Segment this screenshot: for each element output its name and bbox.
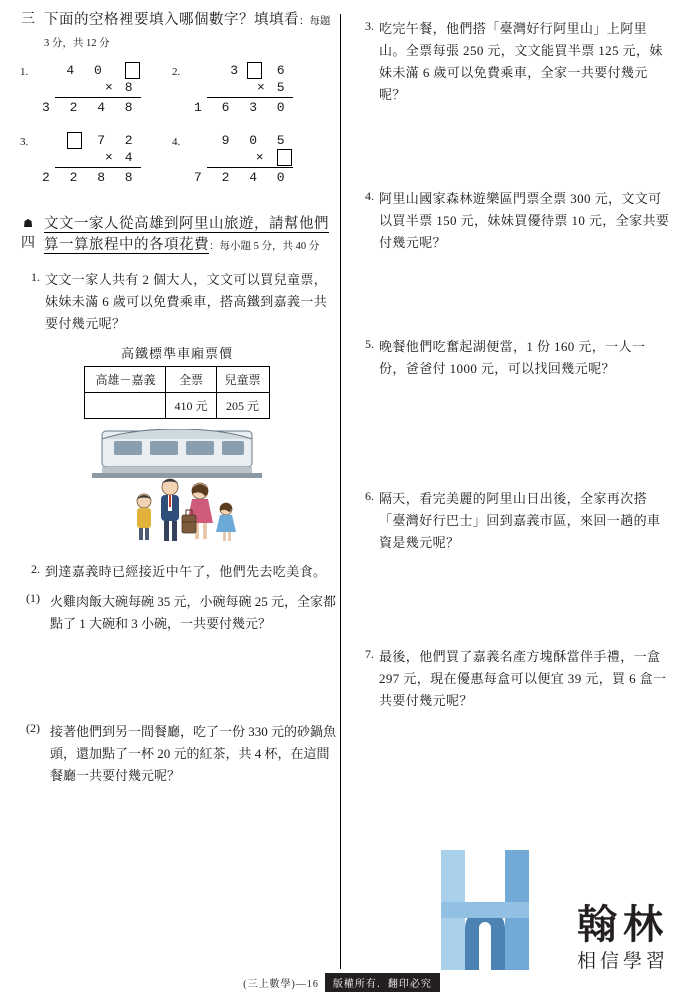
section-three-marker: 三 — [21, 12, 35, 27]
arith-problem-2: 2. 3 6 × 5 1 6 3 0 — [172, 63, 291, 115]
arith-operator: × — [256, 80, 265, 95]
arith-answer: 1 6 3 0 — [194, 100, 291, 115]
arith-problem-3: 3. 7 2 × 4 2 2 8 8 — [20, 133, 139, 185]
arith-answer: 3 2 4 8 — [42, 100, 139, 115]
illustration-svg — [62, 429, 292, 549]
sub-question-item — [18, 721, 336, 787]
question-text: 最後，他們買了嘉義名產方塊酥當伴手禮，一盒 297 元，現在優惠每盒可以便宜 39 元，買 6 盒一共要付幾元呢？ — [379, 649, 667, 708]
question-item — [352, 188, 670, 254]
section-three-title: 下面的空格裡要填入哪個數字？填填看 — [44, 12, 299, 28]
blank-box[interactable] — [125, 62, 140, 79]
copyright-badge: 版權所有．翻印必究 — [325, 973, 440, 992]
section-four-marker-label: 四 — [21, 236, 35, 251]
question-text: 阿里山國家森林遊樂區門票全票 300 元，文文可以買半票 150 元，妹妹買優待票 10 元，全家共要付幾元呢？ — [379, 191, 670, 250]
blank-box[interactable] — [277, 149, 292, 166]
question-item — [18, 561, 336, 583]
question-item — [352, 336, 670, 380]
house-icon: ☗ — [23, 218, 33, 230]
section-four-title: 文文一家人從高雄到阿里山旅遊，請幫他們算一算旅程中的各項花費 — [44, 216, 329, 253]
question-number: 4. — [365, 189, 374, 203]
arith-multiplier: 4 — [124, 150, 139, 165]
logo-svg — [437, 850, 533, 970]
arith-number: 4. — [172, 136, 181, 148]
section-four-heading — [18, 214, 336, 257]
sub-question-number: (2) — [26, 721, 40, 735]
question-number: 5. — [365, 337, 374, 351]
fare-row-spacer — [85, 393, 166, 419]
column-divider — [340, 14, 341, 969]
blank-box[interactable] — [247, 62, 262, 79]
section-three-heading — [18, 10, 336, 54]
arith-number: 2. — [172, 66, 181, 78]
fare-header-child: 兒童票 — [216, 367, 269, 393]
question-text: 晚餐他們吃奮起湖便當，1 份 160 元，一人一份，爸爸付 1000 元，可以找回幾元呢？ — [379, 339, 646, 376]
question-number: 2. — [31, 562, 40, 576]
page-label: (三上數學)—16 — [243, 979, 319, 990]
question-number: 7. — [365, 647, 374, 661]
question-number: 3. — [365, 19, 374, 33]
question-item — [352, 646, 670, 712]
question-text: 隔天，看完美麗的阿里山日出後，全家再次搭「臺灣好行巴士」回到嘉義市區，來回一趟的車資是幾元呢？ — [379, 491, 661, 550]
sub-question-item — [18, 591, 336, 635]
arith-multiplier: 5 — [276, 80, 291, 95]
question-item — [352, 18, 670, 106]
question-text: 文文一家人共有 2 個大人，文文可以買兒童票，妹妹未滿 6 歲可以免費乘車，搭高鐵到嘉義一共要付幾元呢？ — [45, 272, 328, 331]
fare-header-full: 全票 — [166, 367, 216, 393]
brand-slogan: 相信學習 — [576, 950, 669, 972]
fare-value-child: 205 元 — [216, 393, 269, 419]
sub-question-text: 接著他們到另一間餐廳，吃了一份 330 元的砂鍋魚頭，還加點了一杯 20 元的紅茶，共 4 杯，在這間餐廳一共要付幾元呢？ — [50, 724, 337, 783]
fare-route: 高雄－嘉義 — [85, 367, 166, 393]
question-number: 1. — [31, 270, 40, 284]
section-three-scoring: ：每題 3 分，共 12 分 — [44, 16, 331, 49]
fare-table-title: 高鐵標準車廂票價 — [120, 346, 233, 361]
section-four-marker — [18, 214, 38, 254]
brand-block — [577, 902, 669, 974]
fare-table — [84, 366, 269, 419]
arith-problem-1: 1. 4 0 × 8 3 2 4 8 — [20, 63, 139, 115]
family-train-illustration — [62, 429, 292, 549]
question-text: 吃完午餐，他們搭「臺灣好行阿里山」上阿里山。全票每張 250 元，文文能買半票 125 元，妹妹未滿 6 歲可以免費乘車，全家一共要付幾元呢？ — [379, 21, 663, 102]
arith-operator: × — [104, 80, 113, 95]
question-text: 到達嘉義時已經接近中午了，他們先去吃美食。 — [45, 564, 327, 579]
blank-box[interactable] — [67, 132, 82, 149]
arith-answer: 2 2 8 8 — [42, 170, 139, 185]
question-number: 6. — [365, 489, 374, 503]
fare-value-full: 410 元 — [166, 393, 216, 419]
arith-multiplier: 8 — [124, 80, 139, 95]
arith-answer: 7 2 4 0 — [194, 170, 291, 185]
arith-operator: × — [255, 150, 264, 165]
arith-number: 1. — [20, 66, 29, 78]
question-item — [18, 269, 336, 335]
page-footer — [0, 973, 683, 992]
arithmetic-problems — [18, 60, 336, 200]
question-item — [352, 488, 670, 554]
arith-problem-4: 4. 9 0 5 × 7 2 4 0 — [172, 133, 291, 185]
left-column — [18, 0, 336, 1000]
arith-number: 3. — [20, 136, 29, 148]
sub-question-text: 火雞肉飯大碗每碗 35 元，小碗每碗 25 元，全家都點了 1 大碗和 3 小碗，一共要付幾元？ — [50, 594, 337, 631]
sub-question-number: (1) — [26, 591, 40, 605]
arith-operator: × — [104, 150, 113, 165]
brand-name: 翰林 — [577, 901, 669, 948]
section-four-scoring: ：每小題 5 分，共 40 分 — [209, 241, 320, 252]
han-lin-logo-mark — [437, 850, 533, 970]
